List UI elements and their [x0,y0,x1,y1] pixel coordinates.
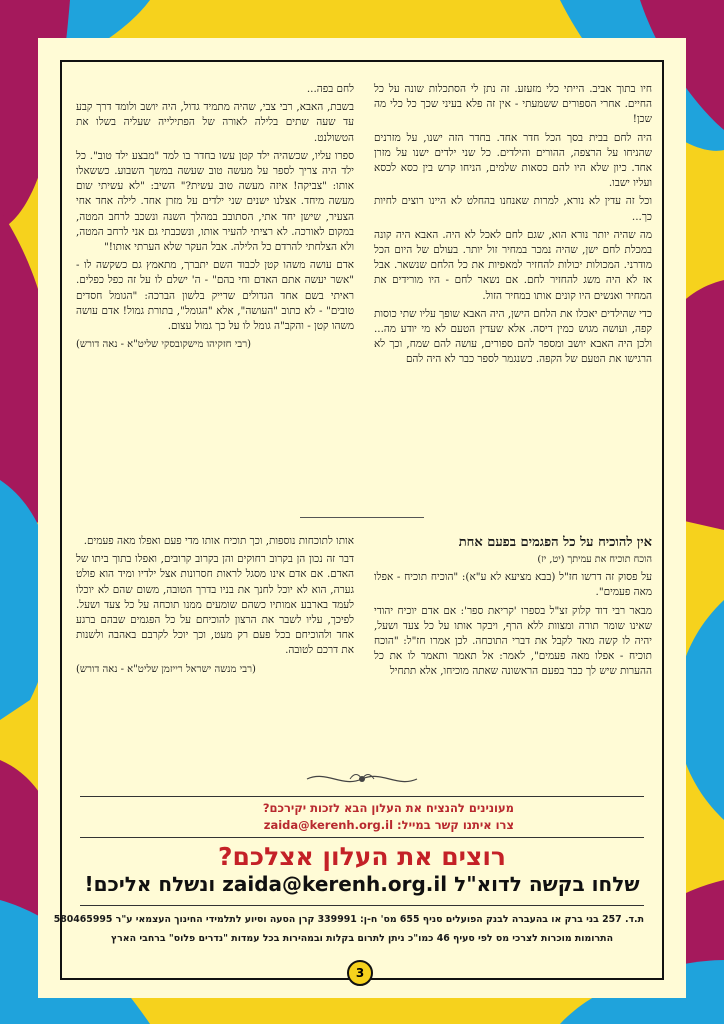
page-number: 3 [347,960,373,986]
article2-verse: הוכח תוכיח את עמיתך (יט, יז) [537,554,652,565]
dedication-question: מעונינים להנציח את העלון הבא לזכות יקירכם? [262,801,514,815]
article2-right-column [374,534,652,683]
article1-paragraph: וכל זה עדין לא נורא, למרות שאנחנו בהחלט לא היינו רוצים לחיות כך... [374,195,652,223]
tax-info-line: התרומות מוכרות לצרכי מס לפי סעיף 46 כמו"כ ניתן לתרום בקלות ובמהירות בכל עמדות "נדרים פלוס" ברחבי הארץ [110,933,614,944]
article2-paragraph: דבר זה נכון הן בקרוב רחוקים והן בקרוב קרובים, ואפלו בתוך ביתו של האדם. אם אדם אינו מסגל לראות חסרונות אצל ילדיו ומיד הוא פולט גערה, הוא לא יוכל לחנך את בניו בדרך הטובה, משום שהם לא יוכלו לעמד בארבע אמותיו כשהם שומעים ממנו תוכחה על כל צעד ושעל. לפיכך, עליו לשבר את הרצון להוכיחם על כל הפגמים שבהם ברגע אחד ולהוכיחם בכל פעם רק מעט, וכך יוכל לקרבם באהבה ולשנות את דרכם לטובה. [76,553,354,657]
article1-right-column [374,82,652,371]
article2-paragraph: אותו לתוכחות נוספות, וכך תוכיח אותו מדי פעם ואפלו מאה פעמים. [83,535,354,547]
donation-line: ת.ד. 257 בני ברק או בהעברה לבנק הפועלים סניף 655 מס' ח-ן: 339991 קרן הסעה וסיוע לתלמידי החינוך העצמאי ע"ר 580465995 [53,914,644,925]
donation-info [53,905,644,952]
article1-paragraph: מה שהיה יותר נורא הוא, שגם לחם לאכל לא היה. האבא היה קונה במכלת לחם ישן, שהיה נמכר במחיר זול יותר. בעולם של היום הכל מודרני. המכולות יכולות להחזיר למאפיות את כל הלחם שנשאר. אבל אז לא היה משג להחזיר לחם. אם נשאר לחם - היו מורידים את המחיר ואנשים היו קונים אותו במחיר הזול. [374,228,652,302]
article1-paragraph: ספרו עליו, שכשהיה ילד קטן עשו בחדר בו למד "מבצע ילד טוב". כל ילד היה צריך לספר על מעשה טוב שעשה במשך השבוע. כששאלו אותו: "צביקה! איזה מעשה טוב עשית?" השיב: "לא עשיתי שום מעשה מיחד. אצלנו ישנים שני ילדים על מזרן אחד. לילה אחד אחי הצעיר, שישן יחד אתי, הסתובב במהלך השנה ונשכב לרחב המטה, במקום לאורכה. לא רציתי להעיר אותו, ונשכבתי גם אני לרחב המטה, ולא הצלחתי להרדם כל הלילה. אבל העקר שלא הערתי אותו!" [76,149,354,254]
article1-paragraph: חיו בתוך אביב. הייתי כלי מזעזע. זה נתן לי הסתכלות שונה על כל החיים. אחרי הספורים ששמעתי - אין זה פלא בעיני שכך כל כלי מה שכן! [374,83,652,126]
article-divider [300,517,424,518]
article1-left-column [76,82,354,355]
article1-paragraph: לחם בפה... [306,83,354,95]
article2-left-column [76,534,354,680]
promo-subline[interactable]: שלחו בקשה לדוא"ל zaida@kerenh.org.il ונשלח אליכם! [84,872,640,896]
article1-paragraph: אדם עושה משהו קטן לכבוד השם יתברך, מתאמץ גם כשקשה לו - "אשר יעשה אתם האדם וחי בהם" - ה' ישלם לו על זה כפל כפלים. ראיתי בשם אחד הגדולים שדייק בלשון הברכה: "הגומל חסדים טובים" - לא כתוב "העושה", אלא "הגומל", בתורת גמול! אדם עושה משהו קטן - והקב"ה גומל לו על כך גמול עצום. [76,259,354,333]
article2-paragraph: על פסוק זה דרשו חז"ל (בבא מציעא לא ע"א): "הוכיח תוכיח - אפלו מאה פעמים". [374,571,652,599]
dedication-contact[interactable]: צרו איתנו קשר במייל: zaida@kerenh.org.il [263,818,514,832]
dedication-box [80,796,644,838]
article2-heading: אין להוכיח על כל הפגמים בפעם אחת [458,535,652,550]
article2-paragraph: מבאר רבי דוד קלוק זצ"ל בספרו 'קריאת ספר': אם אדם יוכיח יהודי שאינו שומר תורה ומצוות ללא הרף, ויבקר אותו על כל צעד ושעל, יהיה לו קשה מאד לקבל את דברי התוכחה. לכן אמרו חז"ל: "הוכח תוכיח - אפלו מאה פעמים", לאמר: אל תאמר ותאמר לו את כל ההערות שיש לך כבר בפעם הראשונה שאתה מוכיחו, אלא תתחיל [374,604,652,678]
article1-paragraph: כדי שהילדים יאכלו את הלחם הישן, היה האבא שופך עליו שתי כוסות קפה, ועושה מגוש כמין דיסה. אלא שעדין הטעם לא מי יודע מה... ולכן היה האבא יושב ומספר להם ספורים, עושה להם שמח, וכך לא הרגישו את הטעם של הקפה. כשנגמר לספר כבר לא היה להם [374,307,652,366]
promo-headline: רוצים את העלון אצלכם? [218,842,506,871]
ornament-divider [302,768,422,790]
article1-paragraph: בשבת, האבא, רבי צבי, שהיה מתמיד גדול, היה יושב ולומד דרך קבע עד שעה שתים בלילה לאורה של הפתילייה שעליה בשלו את הטשולנט. [76,101,354,144]
article1-paragraph: היה לחם בבית בסך הכל חדר אחד. בחדר הזה ישנו, על מזרנים שהניחו על הרצפה, ההורים והילדים. כל שני ילדים ישנו על מזרן אחד. כיון שלא היו להם כסאות שלמים, הניחו קרש בין כסא לכסא ועליו ישבו. [374,131,652,190]
article1-signature: (רבי חזקיהו מישקובסקי שליט"א - נאה דורש) [76,339,252,351]
article2-signature: (רבי מנשה ישראל רייזמן שליט"א - נאה דורש) [76,663,256,675]
